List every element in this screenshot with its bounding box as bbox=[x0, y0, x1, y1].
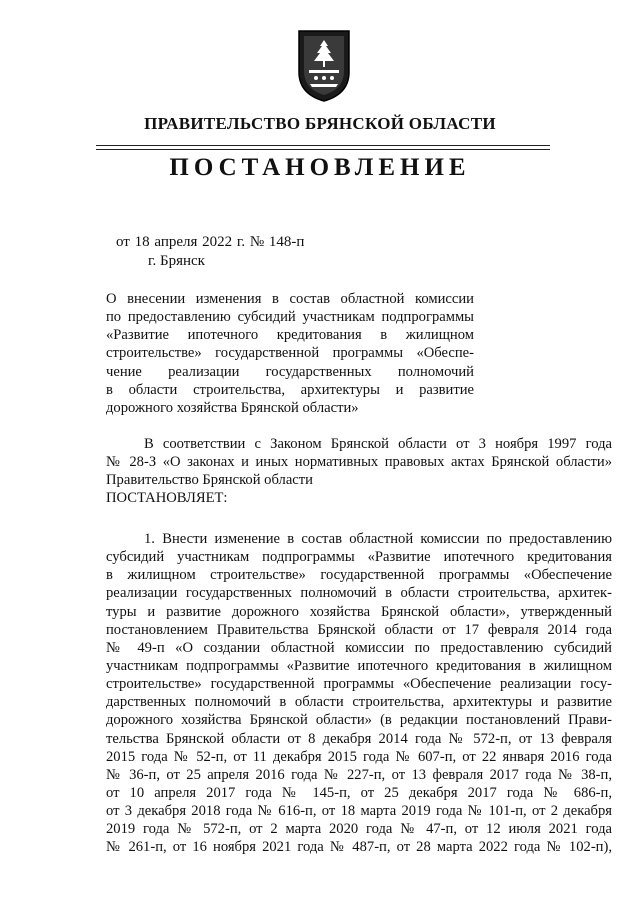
clause-line: 1. Внести изменение в состав областной комиссии по предоставлению bbox=[144, 531, 612, 547]
clause-line: дорожного хозяйства Брянской области» (в редакции постановлений Прави- bbox=[106, 712, 612, 729]
subject-line: по предоставлению субсидий участникам подпрограммы bbox=[106, 309, 474, 326]
clause-line: от 3 декабря 2018 года № 616-п, от 18 марта 2019 года № 101-п, от 2 декабря bbox=[106, 803, 612, 820]
document-city: г. Брянск bbox=[148, 253, 205, 269]
header-rule-bottom bbox=[96, 149, 550, 150]
subject-line: О внесении изменения в состав областной комиссии bbox=[106, 291, 474, 307]
clause-line: № 36-п, от 25 апреля 2016 года № 227-п, от 13 февраля 2017 года № 38-п, bbox=[106, 766, 612, 783]
preamble-line: ПОСТАНОВЛЯЕТ: bbox=[106, 490, 228, 507]
subject-line: в области строительства, архитектуры и развитие bbox=[106, 381, 474, 398]
clause-line: реализации государственных полномочий в области строительства, архитек- bbox=[106, 585, 612, 602]
clause-line: 2015 года № 52-п, от 11 декабря 2015 года № 607-п, от 22 января 2016 года bbox=[106, 748, 612, 765]
clause-line: постановлением Правительства Брянской области от 17 февраля 2014 года bbox=[106, 621, 612, 638]
document-type-title: ПОСТАНОВЛЕНИЕ bbox=[169, 154, 471, 181]
preamble-paragraph bbox=[106, 435, 612, 508]
document-date-number: от 18 апреля 2022 г. № 148-п bbox=[116, 234, 305, 250]
clause-line: строительстве» государственной программы «Обеспечение реализации госу- bbox=[106, 676, 612, 693]
clause-line: № 261-п, от 16 ноября 2021 года № 487-п, от 28 марта 2022 года № 102-п), bbox=[106, 839, 612, 856]
clause-line: дарственных полномочий в области строительства, архитектуры и развитие bbox=[106, 694, 612, 711]
preamble-line: № 28-З «О законах и иных нормативных правовых актах Брянской области» bbox=[106, 454, 612, 471]
document-subject bbox=[106, 290, 474, 417]
preamble-line: В соответствии с Законом Брянской области от 3 ноября 1997 года bbox=[144, 436, 612, 452]
clause-line: участникам подпрограммы «Развитие ипотечного кредитования в жилищном bbox=[106, 657, 612, 674]
header-rule-top bbox=[96, 145, 550, 146]
clause-line: тельства Брянской области от 8 декабря 2014 года № 572-п, от 13 февраля bbox=[106, 730, 612, 747]
subject-line: дорожного хозяйства Брянской области» bbox=[106, 399, 359, 416]
clause-line: от 10 апреля 2017 года № 145-п, от 25 декабря 2017 года № 686-п, bbox=[106, 784, 612, 801]
preamble-line: Правительство Брянской области bbox=[106, 472, 313, 489]
clause-line: туры и развитие дорожного хозяйства Брянской области», утвержденный bbox=[106, 603, 612, 620]
government-name: ПРАВИТЕЛЬСТВО БРЯНСКОЙ ОБЛАСТИ bbox=[144, 114, 496, 133]
clause-line: 2019 года № 572-п, от 2 марта 2020 года № 47-п, от 12 июля 2021 года bbox=[106, 821, 612, 838]
subject-line: строительстве» государственной программы «Обеспе- bbox=[106, 345, 474, 362]
subject-line: чение реализации государственных полномочий bbox=[106, 363, 474, 380]
clause-line: в жилищном строительстве» государственной программы «Обеспечение bbox=[106, 567, 612, 584]
subject-line: «Развитие ипотечного кредитования в жилищном bbox=[106, 327, 474, 344]
clause-line: субсидий участникам подпрограммы «Развитие ипотечного кредитования bbox=[106, 549, 612, 566]
clause-1-paragraph bbox=[106, 530, 612, 857]
clause-line: № 49-п «О создании областной комиссии по предоставлению субсидий bbox=[106, 639, 612, 656]
coat-of-arms-icon bbox=[296, 28, 352, 104]
